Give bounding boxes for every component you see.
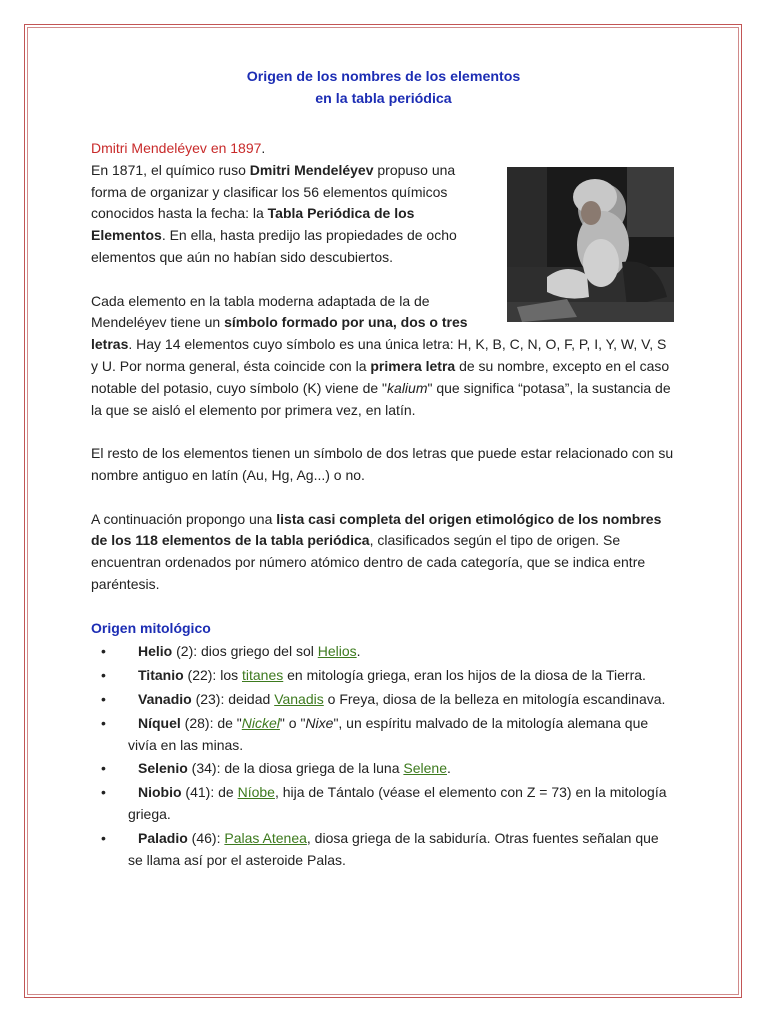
caption-text: Dmitri Mendeléyev en 1897 [91,140,262,156]
mythological-list [91,641,676,871]
document-body [91,66,676,873]
p2-text-1: Cada elemento en la tabla moderna adaptada de la de Mendeléyev tiene un [91,292,430,331]
p2-text-2: . Hay 14 elementos cuyo símbolo es una única letra: H, K, B, C, N, O, F, P, I, Y, W, V, S y U. Por norma general, ésta coincide con la [91,336,667,374]
bullet: • [101,784,106,801]
list-item [91,689,676,711]
element-name: Níquel [138,714,181,731]
bullet: • [101,667,106,684]
portrait-caption [91,138,676,160]
bullet: • [101,760,106,777]
paragraph-list-intro [91,509,676,596]
item-text: (2): dios griego del sol [172,643,318,660]
document-title [91,66,676,110]
p2-text-3: de su nombre, excepto en el caso notable del potasio, cuyo símbolo (K) viene de " [91,357,670,396]
p1-bold-1: Dmitri Mendeléyev [249,161,374,178]
link-vanadis[interactable]: Vanadis [274,690,324,707]
p2-text-4: " que significa “potasa”, la sustancia de la que se aisló el elemento por primera vez, en latín. [91,379,671,418]
list-item [91,828,676,872]
link-selene[interactable]: Selene [403,760,447,777]
p4-bold-1: lista casi completa del origen etimológico de los nombres de los 118 elementos de la tabla periódica [91,510,662,549]
item-text: (28): de " [180,714,242,731]
item-text: ", un espíritu malvado de la mitología alemana que vivía en las minas. [128,714,649,753]
element-name: Titanio [138,667,184,684]
p2-bold-2: primera letra [370,357,456,374]
item-text: (22): los [183,667,242,684]
item-text: " o " [279,714,306,731]
element-name: Niobio [138,784,182,801]
paragraph-two-letters: El resto de los elementos tienen un símbolo de dos letras que puede estar relacionado con su nombre antiguo en latín (Au, Hg, Ag...) o no. [91,445,674,483]
p1-text-3: . En ella, hasta predijo las propiedades de ocho elementos que aún no habían sido descubiertos. [91,227,457,265]
title-line-2: en la tabla periódica [315,91,452,107]
p1-text-1: En 1871, el químico ruso [91,161,250,178]
item-text: o Freya, diosa de la belleza en mitología escandinava. [323,690,666,707]
item-text: (41): de [181,784,238,801]
list-item [91,641,676,663]
element-name: Helio [138,643,173,660]
element-name: Vanadio [138,690,192,707]
list-item [91,782,676,826]
item-text: en mitología griega, eran los hijos de la diosa de la Tierra. [283,667,646,684]
p4-text-2: , clasificados según el tipo de origen. Se encuentran ordenados por número atómico dentro de cada categoría, que se indica entre paréntesis. [91,532,646,592]
link-niobe[interactable]: Níobe [237,784,275,801]
bullet: • [101,690,106,707]
item-text: . [356,643,361,660]
element-name: Selenio [138,760,188,777]
bullet: • [101,829,106,846]
mendeleyev-portrait [507,167,674,322]
p2-bold-1: símbolo formado por una, dos o tres letras [91,314,468,353]
title-line-1: Origen de los nombres de los elementos [246,69,521,85]
list-item [91,665,676,687]
element-name: Paladio [138,829,188,846]
section-title-mythological: Origen mitológico [91,619,211,636]
p1-bold-2: Tabla Periódica de los Elementos [91,205,415,244]
link-nickel[interactable]: Nickel [241,714,280,731]
link-helios[interactable]: Helios [317,643,357,660]
link-palas-atenea[interactable]: Palas Atenea [224,829,307,846]
item-text: , diosa griega de la sabiduría. Otras fuentes señalan que se llama así por el asteroide Palas. [128,829,659,868]
list-item [91,713,676,757]
item-italic: Nixe [305,714,334,731]
item-text: (34): de la diosa griega de la luna [187,760,404,777]
p4-text-1: A continuación propongo una [91,510,277,527]
portrait-image [507,167,674,322]
bullet: • [101,643,106,660]
bullet: • [101,714,106,731]
caption-dot: . [261,140,266,156]
item-text: . [446,760,451,777]
list-item [91,758,676,780]
p2-italic: kalium [387,379,428,396]
item-text: , hija de Tántalo (véase el elemento con Z = 73) en la mitología griega. [128,784,667,822]
item-text: (46): [187,829,225,846]
item-text: (23): deidad [191,690,275,707]
p1-text-2: propuso una forma de organizar y clasificar los 56 elementos químicos conocidos hasta la fecha: la [91,161,456,222]
link-titanes[interactable]: titanes [242,667,284,684]
